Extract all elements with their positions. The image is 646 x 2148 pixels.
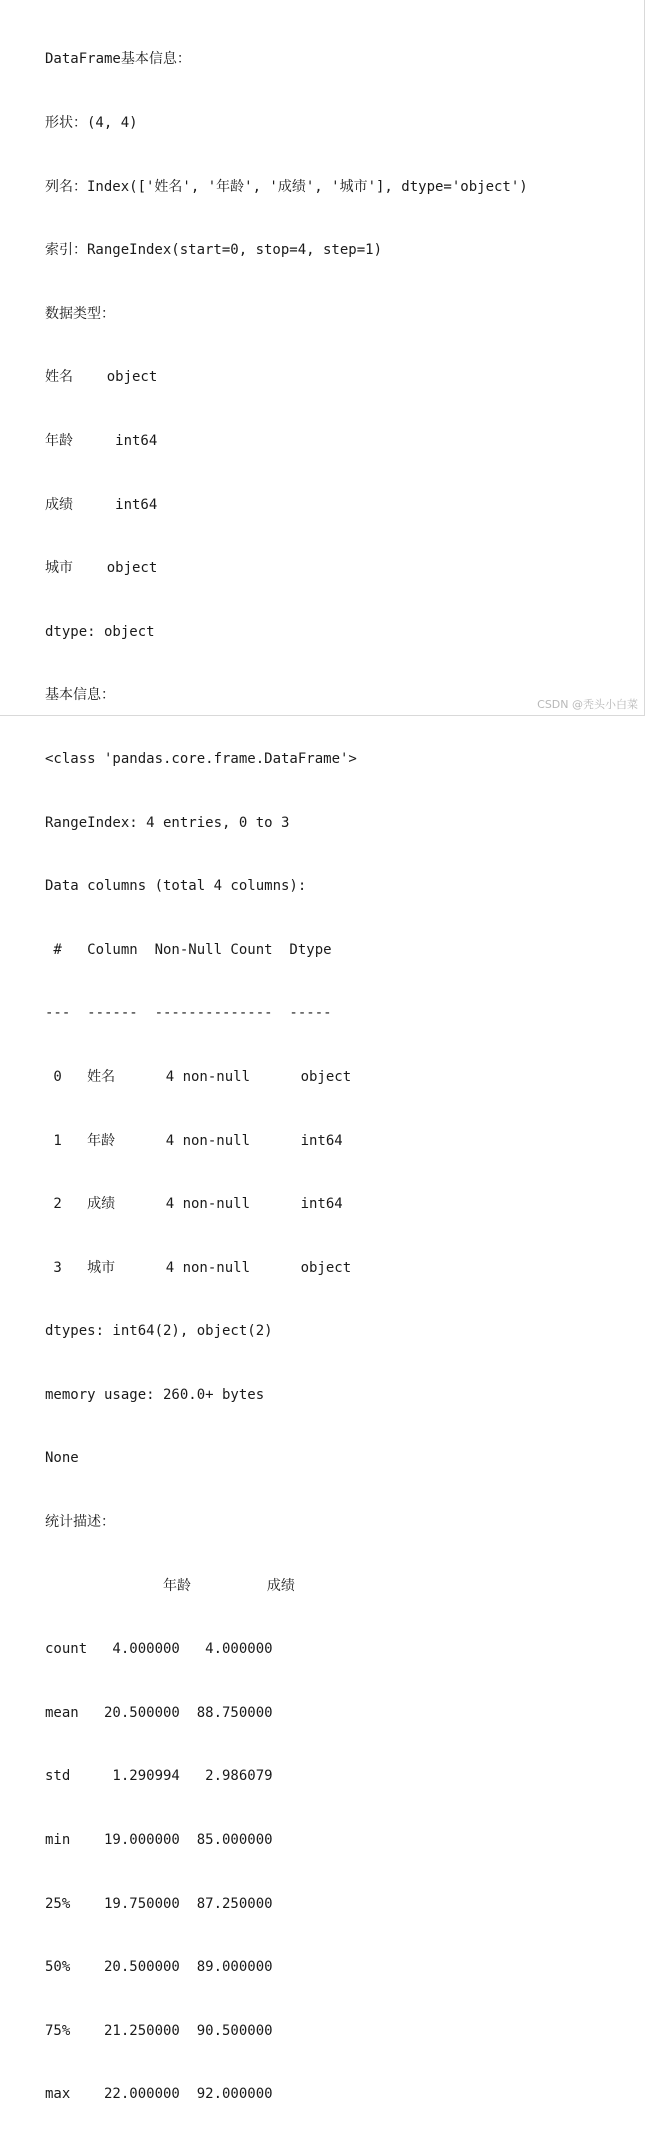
output-line: min 19.000000 85.000000 <box>45 1832 273 1849</box>
output-line: --- ------ -------------- ----- <box>45 1005 341 1022</box>
output-line: 0 姓名 4 non-null object <box>45 1068 352 1085</box>
output-line: 年龄 成绩 <box>45 1577 295 1594</box>
output-line: <class 'pandas.core.frame.DataFrame'> <box>45 750 357 767</box>
output-line: count 4.000000 4.000000 <box>45 1641 273 1658</box>
output-line: dtype: object <box>45 623 155 640</box>
output-line: 数据类型： <box>45 305 115 322</box>
output-line: 统计描述： <box>45 1514 115 1531</box>
output-line: None <box>45 1450 79 1467</box>
output-line: 姓名 object <box>45 369 158 386</box>
output-line: RangeIndex: 4 entries, 0 to 3 <box>45 814 290 831</box>
output-line: 成绩 int64 <box>45 496 158 513</box>
output-line: mean 20.500000 88.750000 <box>45 1704 273 1721</box>
output-line: 2 成绩 4 non-null int64 <box>45 1196 352 1213</box>
output-line: 25% 19.750000 87.250000 <box>45 1895 273 1912</box>
output-line: 索引：RangeIndex(start=0, stop=4, step=1) <box>45 242 383 259</box>
output-line: 形状：(4, 4) <box>45 115 138 131</box>
console-output <box>45 7 528 2148</box>
output-line: 75% 21.250000 90.500000 <box>45 2022 273 2039</box>
output-line: 列名：Index(['姓名', '年龄', '成绩', '城市'], dtype='object') <box>45 178 528 195</box>
output-line: 50% 20.500000 89.000000 <box>45 1959 273 1976</box>
output-line: 年龄 int64 <box>45 432 158 449</box>
output-line: 1 年龄 4 non-null int64 <box>45 1132 352 1149</box>
output-line: 3 城市 4 non-null object <box>45 1259 352 1276</box>
output-line: 城市 object <box>45 560 158 577</box>
output-line: max 22.000000 92.000000 <box>45 2086 273 2103</box>
output-line: memory usage: 260.0+ bytes <box>45 1386 265 1403</box>
output-line: Data columns (total 4 columns): <box>45 878 307 895</box>
output-line: # Column Non-Null Count Dtype <box>45 941 341 958</box>
watermark: CSDN @秃头小白菜 <box>537 698 638 711</box>
output-line: dtypes: int64(2), object(2) <box>45 1323 273 1340</box>
output-line: DataFrame基本信息： <box>45 51 191 68</box>
output-line: std 1.290994 2.986079 <box>45 1768 273 1785</box>
output-line: 基本信息： <box>45 687 115 704</box>
